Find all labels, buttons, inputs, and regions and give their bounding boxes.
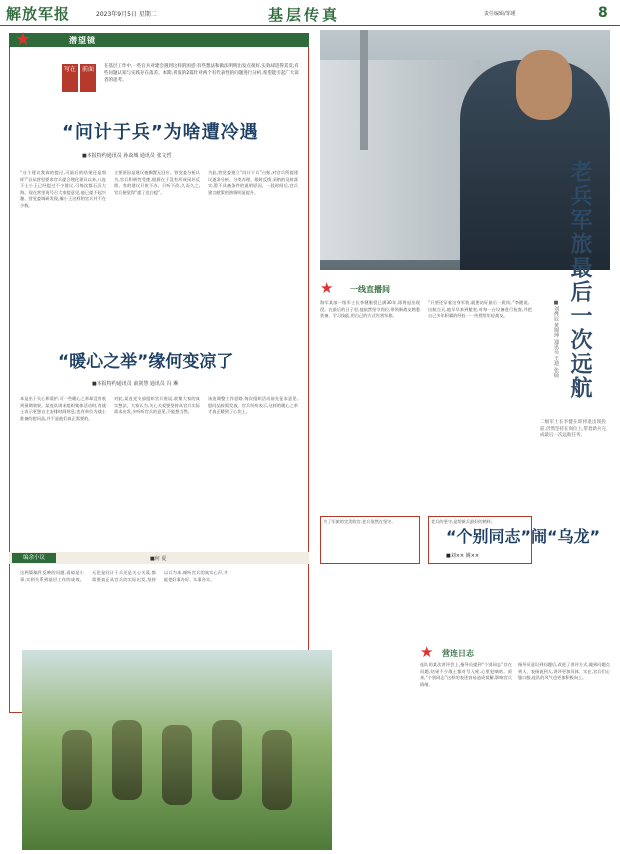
- column-header: [9, 29, 309, 50]
- feature-title: 老兵军旅最后一次远航: [567, 160, 592, 400]
- star-icon: ★: [420, 643, 434, 661]
- camp-column-2: 指导员意识到问题后,改进了讲评方式,做到问题点到人、表扬说到人,讲评更加具体、实在,官兵们心服口服,连队的风气也更加积极向上。: [518, 662, 610, 681]
- live-column-1: 海军某部一级军士长李健服役已满30年,即将退出现役。在最后的日子里,他依然坚守岗位,带领新战友熟悉装备、学习技能,用自己的方式告别军旅。: [320, 300, 420, 319]
- article2-byline: ■本报特约通讯员 俞剑慧 通讯员 冯 琳: [92, 381, 179, 387]
- comment-author: ■何 夏: [150, 556, 167, 562]
- article1-column-1: “这个建议我真的提过,可最后的结果还是那样!”自从营里要求官兵提合理化建议以来,八连下士小王已经提过不少建议,可每次都石沉大海。现在营里再号召大家提意见,他已提不起兴趣。营党委调研发现,像小王这样的官兵并不在少数。: [20, 170, 106, 208]
- column-name: 潜望镜: [69, 36, 96, 45]
- section-title: 基层传真: [268, 6, 341, 24]
- issue-date: 2023年9月5日 星期二: [96, 11, 157, 18]
- article2-column-2: 对此,某连党支部组织官兵座谈,收集大家的真实想法。大家认为,关心关爱要坚持从官兵实际需求出发,多听听官兵的意见,不能想当然。: [114, 396, 200, 415]
- live-column-2: “只要还穿着这身军装,就要站好最后一班岗。”李健说。出航当天,他早早来到舱室,对每一台设备进行检查,并把自己多年积累的经验一一传授给年轻战友。: [428, 300, 532, 319]
- star-icon: ★: [320, 279, 334, 297]
- camp-title: 营连日志: [442, 649, 474, 658]
- camp-header: [420, 643, 610, 661]
- star-icon: ★: [15, 29, 32, 50]
- camp-column-1: 连队的某次讲评会上,指导员提到“个别同志”存在问题,结果不少战士都对号入座,心里犯嘀咕。原来,“个别同志”这样的表述容易造成误解,影响官兵情绪。: [420, 662, 512, 687]
- badge-left: [62, 64, 78, 92]
- soldier-figure: [162, 725, 192, 805]
- page-number: 8: [598, 5, 608, 21]
- soldier-figure: [112, 720, 142, 800]
- soldier-figure: [212, 720, 242, 800]
- newspaper-logo: 解放军报: [6, 5, 71, 23]
- soldier-figure: [62, 730, 92, 810]
- soldier-figure: [262, 730, 292, 810]
- article3-byline: ■刘×× 姚××: [446, 553, 480, 559]
- live-title: 一线直播间: [350, 285, 390, 294]
- feature-caption: 二级军士长李健在即将退出现役前,仍然坚持在岗位上,带着新兵完成最后一次远航任务。: [540, 420, 606, 438]
- feature-byline: ■刘烨辰 黄锦坤 通讯员 王迪 张硕: [553, 300, 559, 378]
- article1-column-2: 主要原因是建议被搁置无回应。营党委分析认为,官兵积极性受挫,根源在于没有形成闭环反馈。有的建议只收不办、只听不改,久而久之,官兵便觉得“提了也白提”。: [114, 170, 200, 195]
- live-note-2: 老兵的坚守,是给新兵最好的榜样。: [428, 516, 532, 564]
- article1-column-3: 为此,营党委建立“问计于兵”台账,对官兵所提建议逐条分析、分类办理、限时反馈,采纳的及时落实,暂不具备条件的说明原因。一段时间后,官兵建言献策的热情明显提升。: [208, 170, 298, 195]
- responsible-editor: 责任编辑/邹瑾: [484, 11, 516, 17]
- intro-text: 在基层工作中,一些官兵对建会遇到这样的困惑:有些想法和做法明明出发点很好,实效却适得其反;有些问题认知与实践存在落差。本期,刊发的2篇针对两个有代表性的问题进行分析,希望能引起广大读者的思考。: [104, 64, 299, 83]
- live-header: [320, 279, 530, 297]
- comment-body: 这两篇稿件反映的问题,看似是小事,实则关系到基层工作的成效。无论是问计于兵还是关心关爱,都需要真正从官兵的实际出发,坚持以兵为本,倾听官兵的真实心声,才能把好事办好、实事办实。: [20, 570, 228, 582]
- badge-line1: 写在: [63, 66, 76, 73]
- training-photo: [22, 650, 332, 850]
- article2-column-3: 该连调整工作思路,每次组织活动前先征求意见,慰问品按需发放。官兵纷纷表示,这样的暖心之举才真正暖到了心坎上。: [208, 396, 298, 415]
- badge-line2: 前面: [81, 66, 94, 73]
- comment-tag: 编余小议: [12, 553, 56, 563]
- article1-title: “问计于兵”为啥遭冷遇: [62, 122, 259, 143]
- article3-title: “个别同志”闹“乌龙”: [446, 527, 601, 546]
- live-note-1: 为了军旅的完美收官,老兵依然在坚守。: [320, 516, 420, 564]
- article2-title: “暖心之举”缘何变凉了: [58, 352, 234, 372]
- masthead: [0, 0, 620, 26]
- article2-column-1: 本是出于关心和爱护,可一些暖心之举却没有收到预期效果。某连队周末组织集体活动时,有战士表示更想自主安排时间休息;也有单位为战士准备的慰问品,并不是他们真正需要的。: [20, 396, 106, 421]
- article1-byline: ■本报特约通讯员 孙焱城 通讯员 张文哲: [82, 153, 172, 159]
- badge-right: [80, 64, 96, 92]
